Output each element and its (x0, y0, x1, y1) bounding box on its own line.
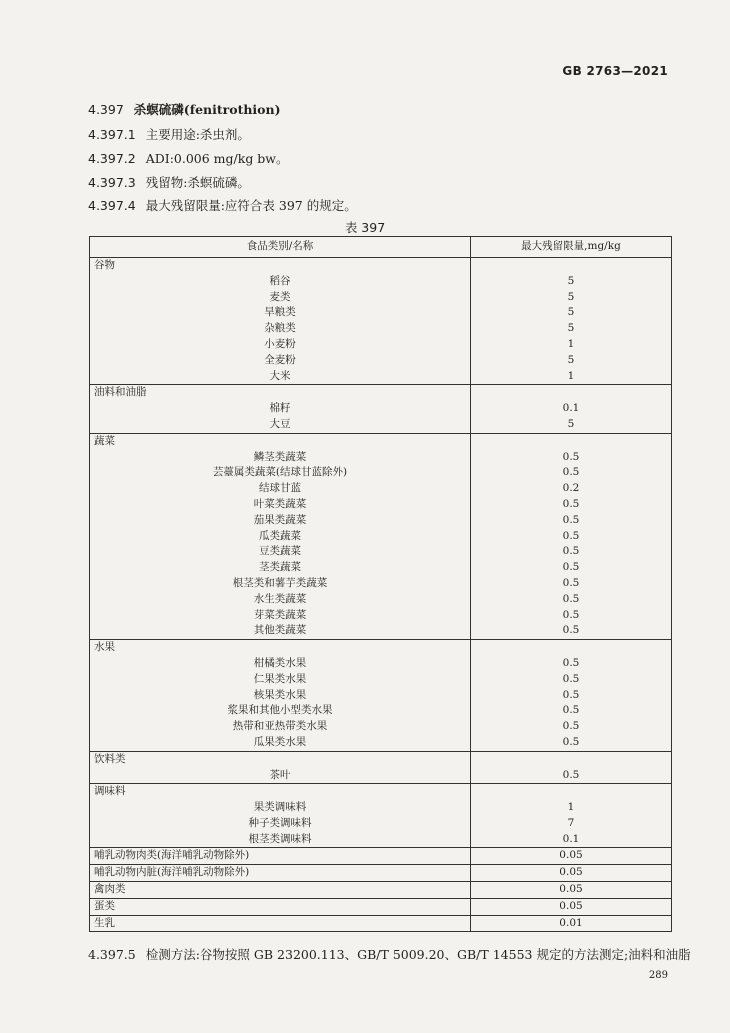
mrl-value: 0.5 (471, 623, 672, 639)
food-name: 麦类 (90, 290, 471, 306)
table-row (90, 529, 672, 545)
clause-text: ADI:0.006 mg/kg bw。 (145, 151, 289, 166)
table-row (90, 401, 672, 417)
group-value-empty (471, 258, 672, 274)
food-name: 稻谷 (90, 274, 471, 290)
table-row (90, 656, 672, 672)
table-row (90, 623, 672, 639)
mrl-value: 5 (471, 290, 672, 306)
table-header-row (90, 237, 672, 258)
table-row (90, 465, 672, 481)
table-row (90, 560, 672, 576)
group-value-empty (471, 751, 672, 767)
food-name: 根茎类和薯芋类蔬菜 (90, 576, 471, 592)
mrl-value: 5 (471, 274, 672, 290)
detection-method-clause (88, 945, 691, 963)
clause-text: 主要用途:杀虫剂。 (145, 127, 250, 142)
mrl-value: 0.5 (471, 735, 672, 751)
mrl-value: 0.05 (471, 865, 672, 882)
mrl-value: 0.2 (471, 481, 672, 497)
clause-4-397-1 (88, 125, 250, 143)
food-name: 瓜类蔬菜 (90, 529, 471, 545)
table-row (90, 898, 672, 915)
clause-4-397 (88, 100, 281, 118)
food-name: 大豆 (90, 417, 471, 433)
table-row (90, 513, 672, 529)
food-name: 茎类蔬菜 (90, 560, 471, 576)
mrl-value: 0.5 (471, 688, 672, 704)
table-row (90, 688, 672, 704)
food-name: 哺乳动物内脏(海洋哺乳动物除外) (90, 865, 471, 882)
mrl-value: 0.5 (471, 768, 672, 784)
group-value-empty (471, 433, 672, 449)
mrl-value: 0.5 (471, 497, 672, 513)
food-name: 哺乳动物肉类(海洋哺乳动物除外) (90, 848, 471, 865)
mrl-value: 0.01 (471, 915, 672, 932)
mrl-value: 0.1 (471, 832, 672, 848)
food-name: 水生类蔬菜 (90, 592, 471, 608)
mrl-value: 5 (471, 321, 672, 337)
food-name: 种子类调味料 (90, 816, 471, 832)
mrl-value: 0.5 (471, 544, 672, 560)
table-row (90, 497, 672, 513)
food-name: 豆类蔬菜 (90, 544, 471, 560)
mrl-value: 0.5 (471, 529, 672, 545)
table-row (90, 369, 672, 385)
mrl-value: 0.5 (471, 576, 672, 592)
food-name: 棉籽 (90, 401, 471, 417)
food-name: 结球甘蓝 (90, 481, 471, 497)
table-row (90, 719, 672, 735)
group-value-empty (471, 784, 672, 800)
mrl-value: 5 (471, 353, 672, 369)
food-name: 热带和亚热带类水果 (90, 719, 471, 735)
group-name: 油料和油脂 (90, 385, 471, 401)
table-row (90, 321, 672, 337)
clause-4-397-2 (88, 149, 289, 167)
table-row (90, 832, 672, 848)
group-value-empty (471, 385, 672, 401)
mrl-value: 0.5 (471, 719, 672, 735)
mrl-value: 0.5 (471, 672, 672, 688)
group-value-empty (471, 640, 672, 656)
group-name: 饮料类 (90, 751, 471, 767)
table-row (90, 592, 672, 608)
food-name: 茶叶 (90, 768, 471, 784)
food-name: 芽菜类蔬菜 (90, 608, 471, 624)
table-row (90, 882, 672, 899)
group-name: 调味料 (90, 784, 471, 800)
food-name: 果类调味料 (90, 800, 471, 816)
table-row (90, 915, 672, 932)
clause-text: 残留物:杀螟硫磷。 (145, 175, 250, 190)
mrl-value: 1 (471, 337, 672, 353)
table-group-row (90, 385, 672, 401)
table-row (90, 337, 672, 353)
table-group-row (90, 784, 672, 800)
mrl-value: 0.1 (471, 401, 672, 417)
table-row (90, 417, 672, 433)
table-row (90, 816, 672, 832)
food-name: 鳞茎类蔬菜 (90, 450, 471, 466)
mrl-value: 0.5 (471, 608, 672, 624)
food-name: 茄果类蔬菜 (90, 513, 471, 529)
mrl-table (89, 236, 672, 932)
mrl-value: 0.5 (471, 703, 672, 719)
table-row (90, 848, 672, 865)
table-row (90, 450, 672, 466)
table-group-row (90, 433, 672, 449)
table-row (90, 274, 672, 290)
group-name: 谷物 (90, 258, 471, 274)
mrl-value: 7 (471, 816, 672, 832)
table-caption: 表 397 (344, 220, 386, 235)
mrl-value: 1 (471, 800, 672, 816)
table-row (90, 768, 672, 784)
clause-number: 4.397.3 (88, 175, 136, 190)
food-name: 芸薹属类蔬菜(结球甘蓝除外) (90, 465, 471, 481)
clause-4-397-4 (88, 196, 357, 214)
food-name: 旱粮类 (90, 305, 471, 321)
food-name: 瓜果类水果 (90, 735, 471, 751)
mrl-value: 0.5 (471, 465, 672, 481)
mrl-value: 5 (471, 417, 672, 433)
table-row (90, 305, 672, 321)
table-row (90, 608, 672, 624)
mrl-value: 0.5 (471, 592, 672, 608)
food-name: 大米 (90, 369, 471, 385)
clause-number: 4.397.5 (88, 947, 136, 962)
table-row (90, 544, 672, 560)
mrl-value: 5 (471, 305, 672, 321)
clause-text: 最大残留限量:应符合表 397 的规定。 (145, 198, 357, 213)
mrl-value: 1 (471, 369, 672, 385)
food-name: 叶菜类蔬菜 (90, 497, 471, 513)
table-row (90, 703, 672, 719)
food-name: 仁果类水果 (90, 672, 471, 688)
header-mrl: 最大残留限量,mg/kg (471, 237, 672, 258)
header-food-category: 食品类别/名称 (90, 237, 471, 258)
food-name: 核果类水果 (90, 688, 471, 704)
group-name: 水果 (90, 640, 471, 656)
mrl-value: 0.5 (471, 513, 672, 529)
clause-text: 杀螟硫磷(fenitrothion) (133, 102, 281, 117)
mrl-value: 0.05 (471, 882, 672, 899)
food-name: 根茎类调味料 (90, 832, 471, 848)
mrl-value: 0.05 (471, 898, 672, 915)
clause-number: 4.397 (88, 102, 124, 117)
mrl-value: 0.05 (471, 848, 672, 865)
page-number: 289 (648, 970, 668, 981)
mrl-value: 0.5 (471, 560, 672, 576)
food-name: 蛋类 (90, 898, 471, 915)
table-group-row (90, 258, 672, 274)
food-name: 生乳 (90, 915, 471, 932)
table-row (90, 576, 672, 592)
table-row (90, 800, 672, 816)
food-name: 小麦粉 (90, 337, 471, 353)
table-group-row (90, 751, 672, 767)
clause-number: 4.397.2 (88, 151, 136, 166)
table-row (90, 290, 672, 306)
clause-4-397-3 (88, 173, 250, 191)
table-row (90, 481, 672, 497)
table-group-row (90, 640, 672, 656)
table-row (90, 353, 672, 369)
clause-number: 4.397.4 (88, 198, 136, 213)
table-row (90, 735, 672, 751)
clause-number: 4.397.1 (88, 127, 136, 142)
mrl-value: 0.5 (471, 656, 672, 672)
food-name: 全麦粉 (90, 353, 471, 369)
clause-text: 检测方法:谷物按照 GB 23200.113、GB/T 5009.20、GB/T 14553 规定的方法测定;油料和油脂 (145, 947, 691, 962)
mrl-value: 0.5 (471, 450, 672, 466)
food-name: 杂粮类 (90, 321, 471, 337)
food-name: 浆果和其他小型类水果 (90, 703, 471, 719)
food-name: 其他类蔬菜 (90, 623, 471, 639)
food-name: 柑橘类水果 (90, 656, 471, 672)
table-row (90, 865, 672, 882)
group-name: 蔬菜 (90, 433, 471, 449)
table-row (90, 672, 672, 688)
standard-code: GB 2763—2021 (562, 64, 668, 78)
food-name: 禽肉类 (90, 882, 471, 899)
